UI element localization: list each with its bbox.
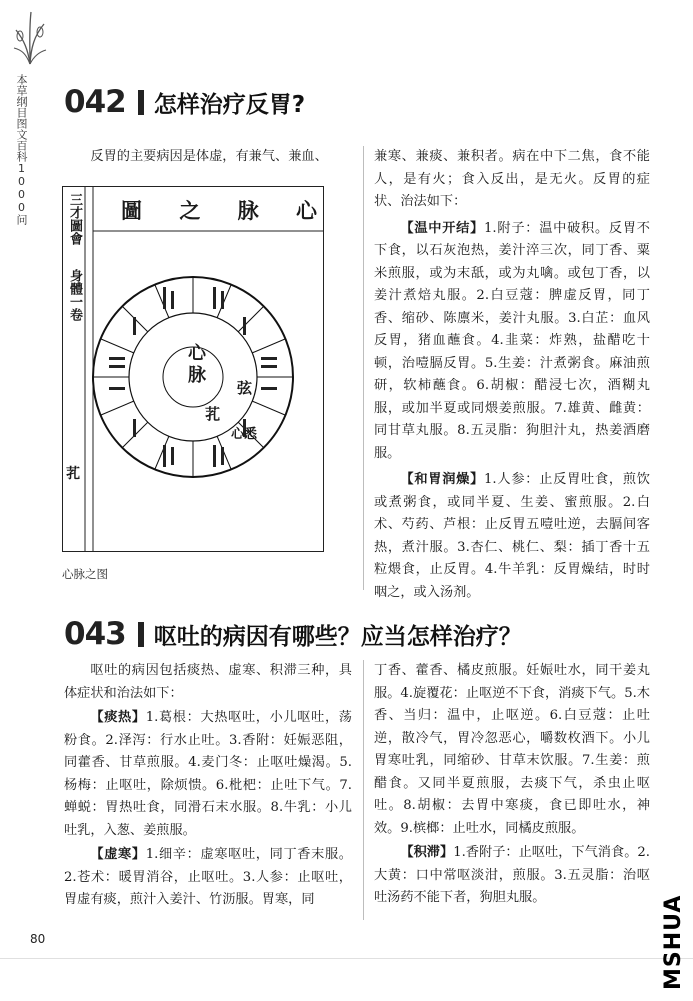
column-divider bbox=[363, 146, 364, 590]
figure-title bbox=[121, 195, 317, 225]
watermark: MSHUA bbox=[661, 894, 686, 990]
orchid-icon bbox=[12, 10, 48, 66]
heading-042 bbox=[64, 84, 305, 120]
q043-right-column bbox=[374, 660, 650, 910]
figure-title-char: 心 bbox=[295, 198, 317, 223]
book-title-vertical: 本草纲目图文百科1000问 bbox=[15, 74, 28, 225]
question-number: 043 bbox=[64, 616, 126, 652]
figure-inner-c: 心悉 bbox=[231, 427, 258, 442]
paragraph-tag: 【和胃润燥】 bbox=[400, 472, 485, 487]
paragraph bbox=[64, 844, 352, 912]
paragraph-text: 丁香、藿香、橘皮煎服。妊娠吐水，同干姜丸服。4.旋覆花：止呕逆不下食，消痰下气。5.木香、当归：温中，止呕逆。6.白豆蔻：止吐逆，散冷气，胃冷忽恶心，嚼数枚酒下。小儿胃寒吐乳，同缩砂、甘草末饮服。7.生姜：煎醋食。又同半夏煎服，去痰下气，杀虫止呕吐。8.胡椒：去胃中寒痰，食已即吐水，神效。9.槟榔：止吐水，同橘皮煎服。 bbox=[374, 663, 650, 836]
footer-line bbox=[0, 958, 693, 959]
q042-right-column bbox=[374, 146, 650, 604]
paragraph bbox=[374, 218, 650, 466]
paragraph-text: 1.附子：温中破积。反胃不下食，以石灰泡热，姜汁淬三次，同丁香、粟米煎服，或为末舐，或为丸噙。或包丁香，以姜汁煮焙丸服。2.白豆蔻：脾虚反胃，同丁香、缩砂、陈廪米，姜汁丸服。3.白芷：血风反胃，猪血蘸食。4.韭菜：炸熟，盐醋吃十顿，治噎膈反胃。5.生姜：汁煮粥食。麻油煎研，软柿蘸食。6.胡椒：醋浸七次，酒糊丸服，或加半夏或同煨姜煎服。7.雄黄、雌黄：同甘草丸服。8.五灵脂：狗胆汁丸，热姜酒磨服。 bbox=[374, 220, 650, 461]
figure-title-char: 脉 bbox=[237, 198, 259, 223]
heading-bar bbox=[138, 622, 144, 647]
paragraph-text: 呕吐的病因包括痰热、虚寒、积滞三种，具体症状和治法如下： bbox=[64, 663, 352, 701]
figure-inner-b: 弦 bbox=[237, 379, 253, 397]
heading-043 bbox=[64, 616, 522, 652]
figure-center-char: 心 bbox=[185, 343, 206, 365]
paragraph: 反胃的主要病因是体虚，有兼气、兼血、 bbox=[90, 149, 328, 164]
question-title: 怎样治疗反胃? bbox=[153, 91, 306, 118]
paragraph bbox=[374, 469, 650, 604]
column-divider bbox=[363, 660, 364, 920]
paragraph-text: 1.葛根：大热呕吐，小儿呕吐，荡粉食。2.泽泻：行水止吐。3.香附：妊娠恶阻，同藿香、甘草煎服。4.麦门冬：止呕吐燥渴。5.杨梅：止呕吐，除烦愦。6.枇杷：止吐下气。7.蝉蜕：胃热吐食，同滑石末水服。8.牛乳：小儿吐乳，入葱、姜煎服。 bbox=[64, 710, 352, 838]
paragraph-tag: 【温中开结】 bbox=[400, 220, 485, 236]
paragraph-tag: 【痰热】 bbox=[90, 710, 146, 725]
figure-side-mark: 芤 bbox=[66, 466, 80, 482]
paragraph-text: 兼寒、兼痰、兼积者。病在中下二焦，食不能人，是有火；食入反出，是无火。反胃的症状、治法如下： bbox=[374, 149, 650, 209]
paragraph-text: 1.香附子：止呕吐，下气消食。2.大黄：口中常呕淡泔，煎服。3.五灵脂：治呕吐汤药不能下者，狗胆丸服。 bbox=[374, 845, 650, 905]
figure-inner-a: 芤 bbox=[205, 405, 221, 423]
paragraph-text: 1.细辛：虚寒呕吐，同丁香末服。2.苍术：暖胃消谷，止呕吐。3.人参：止呕吐，胃虚有痰，煎汁入姜汁、竹沥服。胃寒，同 bbox=[64, 847, 352, 907]
paragraph-text: 1.人参：止反胃吐食，煎饮或煮粥食，或同半夏、生姜、蜜煎服。2.白术、芍药、芦根：止反胃五噎吐逆，去膈间客热，煮汁服。3.杏仁、桃仁、梨：插丁香十五粒煨食，止反胃。4.牛羊乳：反胃燥结，时时咽之，或入汤剂。 bbox=[374, 472, 650, 600]
figure-side-label: 三才圖會 bbox=[67, 193, 82, 245]
heading-bar bbox=[138, 90, 144, 115]
paragraph bbox=[374, 842, 650, 910]
figure-title-char: 之 bbox=[179, 198, 201, 223]
figure-title-char: 圖 bbox=[121, 198, 142, 223]
figure-side-sub: 身體一卷 bbox=[67, 269, 82, 321]
paragraph bbox=[374, 146, 650, 214]
paragraph-tag: 【积滞】 bbox=[400, 845, 454, 860]
paragraph-tag: 【虚寒】 bbox=[90, 847, 146, 862]
figure-center bbox=[178, 343, 208, 387]
question-number: 042 bbox=[64, 84, 126, 120]
paragraph bbox=[64, 660, 352, 705]
figure-center-char: 脉 bbox=[185, 365, 206, 387]
figure-caption: 心脉之图 bbox=[62, 567, 108, 581]
q042-left-column bbox=[64, 146, 354, 169]
question-title: 呕吐的病因有哪些？应当怎样治疗？ bbox=[153, 623, 522, 650]
paragraph bbox=[374, 660, 650, 840]
q043-left-column bbox=[64, 660, 352, 912]
page-number: 80 bbox=[30, 932, 46, 946]
paragraph bbox=[64, 707, 352, 842]
heart-pulse-figure bbox=[62, 186, 324, 552]
